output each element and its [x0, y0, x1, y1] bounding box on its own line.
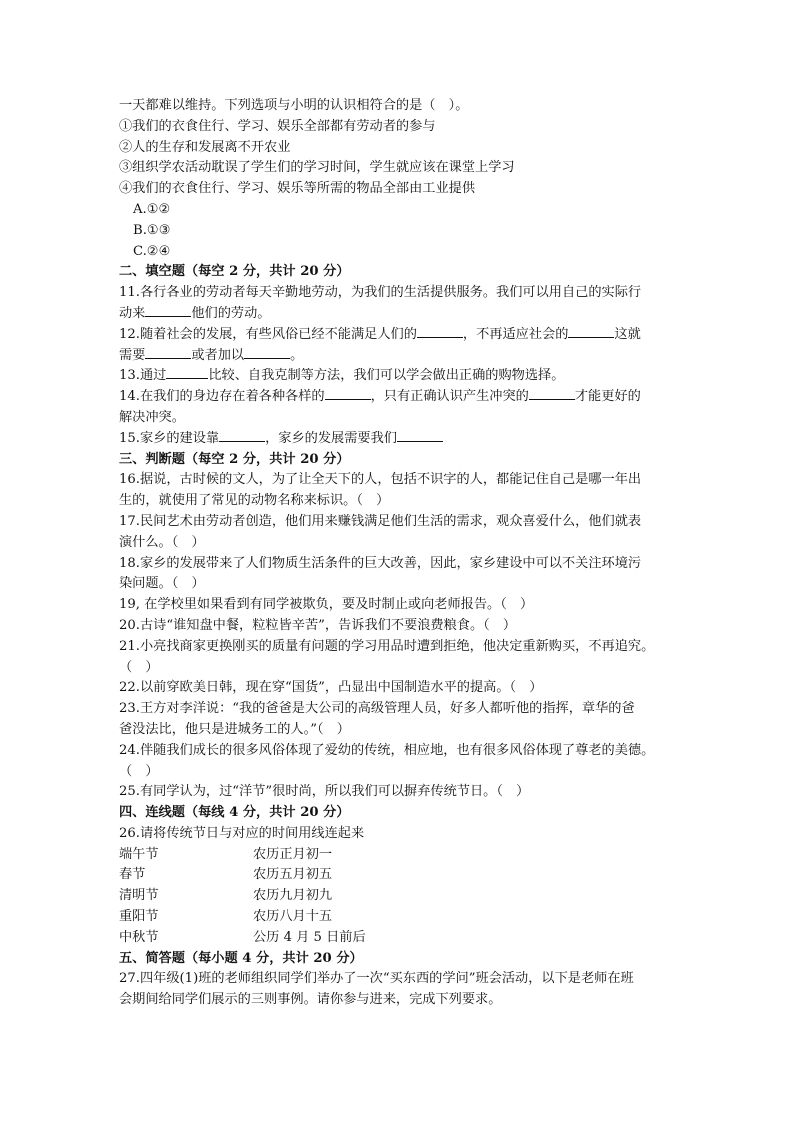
q12-text-c: 这就: [614, 326, 641, 342]
q10-option-a: A.①②: [133, 201, 171, 217]
festival-5[interactable]: 中秋节: [119, 929, 159, 945]
match-row-4: [119, 907, 679, 928]
q20-line: 20.古诗“谁知盘中餐，粒粒皆辛苦”，告诉我们不要浪费粮食。（ ）: [119, 617, 517, 633]
q15-line: [119, 429, 679, 450]
q12-text-b: ，不再适应社会的: [462, 326, 569, 342]
q25-line: 25.有同学认为，过“洋节”很时尚，所以我们可以摒弃传统节日。（ ）: [119, 784, 530, 800]
date-5[interactable]: 公历 4 月 5 日前后: [253, 929, 366, 945]
date-4[interactable]: 农历八月十五: [253, 909, 333, 925]
festival-4[interactable]: 重阳节: [119, 909, 159, 925]
q16-line2: 生的，就使用了常见的动物名称来标识。（ ）: [119, 493, 390, 509]
q18-line2: 染问题。（ ）: [119, 576, 205, 592]
q10-statement-2: ②人的生存和发展离不开农业: [119, 139, 291, 155]
q14-text-c: 才能更好的: [574, 389, 641, 405]
q19-line: 19, 在学校里如果看到有同学被欺负，要及时制止或向老师报告。（ ）: [119, 597, 534, 613]
section4-heading: 四、连线题（每线 4 分，共计 20 分）: [119, 805, 350, 821]
festival-2[interactable]: 春节: [119, 867, 146, 883]
q27-line1: 27.四年级(1)班的老师组织同学们举办了一次“买东西的学问”班会活动，以下是老师在班: [119, 971, 634, 987]
q14-blank-1[interactable]: [325, 387, 371, 400]
q14-blank-2[interactable]: [529, 387, 575, 400]
q23-line1: 23.王方对李洋说：“我的爸爸是大公司的高级管理人员，好多人都听他的指挥，章华的爸: [119, 701, 635, 717]
match-row-5: [119, 928, 679, 949]
q13-line: [119, 366, 679, 387]
q12-line1: [119, 325, 679, 346]
q15-text-a: 15.家乡的建设靠: [119, 430, 220, 446]
q24-line1: 24.伴随我们成长的很多风俗体现了爱幼的传统，相应地，也有很多风俗体现了尊老的美德。: [119, 742, 655, 758]
q22-line: 22.以前穿欧美日韩，现在穿“国货”，凸显出中国制造水平的提高。（ ）: [119, 680, 543, 696]
q21-line2: （ ）: [119, 659, 159, 675]
q12-text-f: 。: [290, 347, 304, 363]
q10-statement-1: ①我们的衣食住行、学习、娱乐全部都有劳动者的参与: [119, 118, 436, 134]
q14-line2: 解决冲突。: [119, 409, 185, 425]
q23-line2: 爸没法比，他只是进城务工的人。”（ ）: [119, 721, 350, 737]
q12-blank-4[interactable]: [244, 346, 290, 359]
q18-line1: 18.家乡的发展带来了人们物质生活条件的巨大改善，因此，家乡建设中可以不关注环境污: [119, 555, 642, 571]
q11-text-c: 他们的劳动。: [191, 305, 271, 321]
q17-line2: 演什么。（ ）: [119, 534, 205, 550]
q12-text-a: 12.随着社会的发展，有些风俗已经不能满足人们的: [119, 326, 417, 342]
q11-line1: 11.各行各业的劳动者每天辛勤地劳动，为我们的生活提供服务。我们可以用自己的实际行: [119, 285, 642, 301]
date-2[interactable]: 农历五月初五: [253, 867, 333, 883]
q13-text-a: 13.通过: [119, 368, 167, 384]
date-3[interactable]: 农历九月初九: [253, 888, 333, 904]
q10-option-c: C.②④: [133, 243, 171, 259]
q21-line1: 21.小亮找商家更换刚买的质量有问题的学习用品时遭到拒绝，他决定重新购买，不再追究。: [119, 638, 655, 654]
q12-blank-2[interactable]: [568, 325, 614, 338]
q10-option-b: B.①③: [133, 222, 171, 238]
q10-continuation: 一天都难以维持。下列选项与小明的认识相符合的是（ ）。: [119, 98, 469, 113]
q10-statement-4: ④我们的衣食住行、学习、娱乐等所需的物品全部由工业提供: [119, 181, 476, 197]
q13-blank[interactable]: [166, 366, 208, 379]
section5-heading: 五、简答题（每小题 4 分，共计 20 分）: [119, 950, 363, 966]
q11-line2: [119, 304, 679, 325]
q14-line1: [119, 387, 679, 408]
match-row-3: [119, 886, 679, 907]
q26-prompt: 26.请将传统节日与对应的时间用线连起来: [119, 825, 365, 841]
exam-page: [119, 96, 679, 1011]
q12-text-d: 需要: [119, 347, 146, 363]
q27-line2: 会期间给同学们展示的三则事例。请你参与进来，完成下列要求。: [119, 992, 502, 1008]
q24-line2: （ ）: [119, 763, 159, 779]
q16-line1: 16.据说，古时候的文人，为了让全天下的人，包括不识字的人，都能记住自己是哪一年出: [119, 472, 642, 488]
match-row-1: [119, 845, 679, 866]
q10-statement-3: ③组织学农活动耽误了学生们的学习时间，学生就应该在课堂上学习: [119, 160, 515, 176]
match-row-2: [119, 865, 679, 886]
q15-text-b: ，家乡的发展需要我们: [265, 430, 397, 446]
q14-text-a: 14.在我们的身边存在着各种各样的: [119, 389, 325, 405]
q15-blank-2[interactable]: [397, 429, 443, 442]
q15-blank-1[interactable]: [219, 429, 265, 442]
date-1[interactable]: 农历正月初一: [253, 846, 333, 862]
q12-blank-3[interactable]: [145, 346, 191, 359]
festival-3[interactable]: 清明节: [119, 888, 159, 904]
q17-line1: 17.民间艺术由劳动者创造，他们用来赚钱满足他们生活的需求，观众喜爱什么，他们就表: [119, 513, 642, 529]
q11-text-b: 动来: [119, 305, 146, 321]
section3-heading: 三、判断题（每空 2 分，共计 20 分）: [119, 451, 350, 467]
section2-heading: 二、填空题（每空 2 分，共计 20 分）: [119, 264, 350, 280]
q11-blank[interactable]: [145, 304, 191, 317]
q12-blank-1[interactable]: [417, 325, 463, 338]
q13-text-b: 比较、自我克制等方法，我们可以学会做出正确的购物选择。: [208, 368, 565, 384]
q14-text-b: ，只有正确认识产生冲突的: [370, 389, 529, 405]
q12-line2: [119, 346, 679, 367]
q12-text-e: 或者加以: [191, 347, 245, 363]
festival-1[interactable]: 端午节: [119, 846, 159, 862]
